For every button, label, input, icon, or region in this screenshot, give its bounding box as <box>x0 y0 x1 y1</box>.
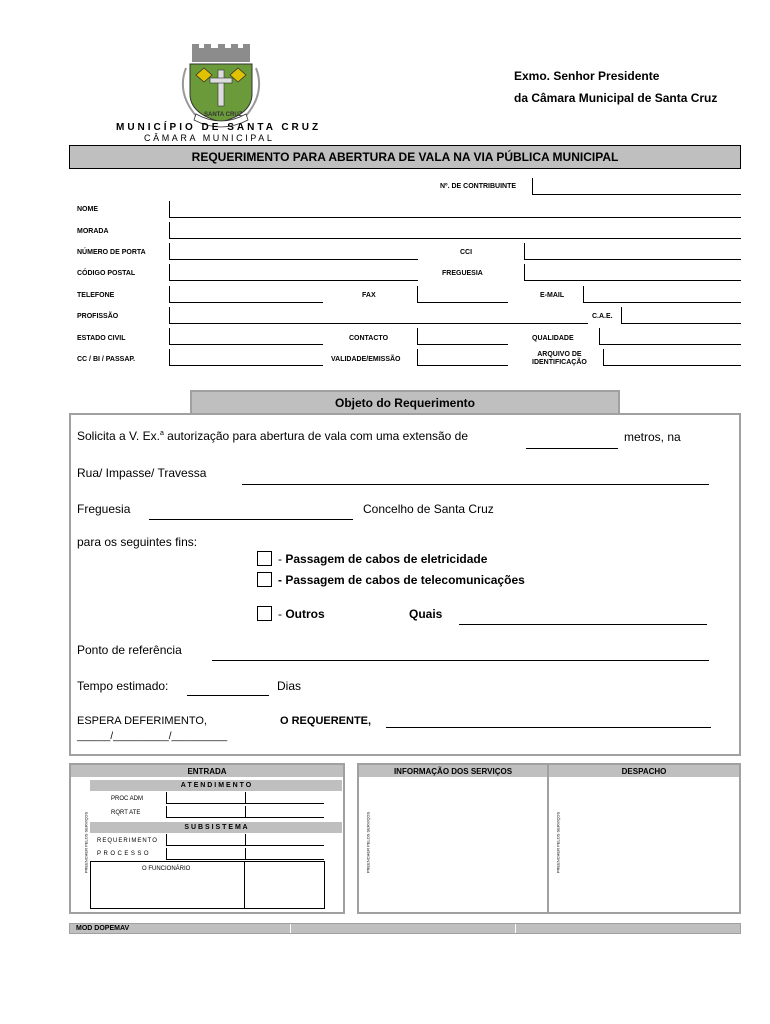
processo-label: PROCESSO <box>97 851 152 857</box>
funcionario-divider <box>244 861 245 909</box>
rqrt-ate-field-2[interactable] <box>245 806 324 818</box>
extensao-field[interactable] <box>526 448 618 449</box>
option-outros <box>278 607 325 621</box>
addressee-line-1: Exmo. Senhor Presidente <box>514 69 660 83</box>
option-telecomunicacoes-dash: - <box>278 573 286 587</box>
despacho-area[interactable] <box>565 780 739 910</box>
solicita-pre: Solicita a V. Ex. <box>77 429 160 443</box>
form-title: REQUERIMENTO PARA ABERTURA DE VALA NA VIA PÚBLICA MUNICIPAL <box>191 150 619 164</box>
rqrt-ate-field-1[interactable] <box>166 806 245 818</box>
crest-motto: SANTA CRUZ <box>204 112 243 118</box>
date-field[interactable]: ______/__________/__________ <box>77 731 228 742</box>
qualidade-field[interactable] <box>599 328 741 345</box>
informacao-despacho-divider <box>547 765 549 912</box>
option-eletricidade-dash: - <box>278 552 286 566</box>
entrada-side-label: PREENCHER PELOS SERVIÇOS <box>83 811 89 874</box>
informacao-header <box>359 765 547 777</box>
label-arquivo <box>532 351 587 367</box>
option-outros-label: Outros <box>285 607 325 621</box>
requerimento-label: REQUERIMENTO <box>97 838 158 844</box>
quais-label: Quais <box>409 607 443 621</box>
checkbox-outros[interactable] <box>257 606 272 621</box>
espera-label: ESPERA DEFERIMENTO, <box>77 715 207 727</box>
mod-divider-1 <box>290 924 291 933</box>
informacao-area[interactable] <box>375 780 545 910</box>
validade-field[interactable] <box>417 349 508 366</box>
email-field[interactable] <box>583 286 741 303</box>
dias-label: Dias <box>277 679 302 693</box>
morada-field[interactable] <box>169 222 741 239</box>
subsistema-bar <box>90 822 342 833</box>
subsistema-label: S U B S I S T E M A <box>184 824 248 831</box>
label-cci: CCI <box>460 249 473 256</box>
label-arquivo-line-2: IDENTIFICAÇÃO <box>532 359 587 366</box>
rua-field[interactable] <box>242 484 709 485</box>
label-fax: FAX <box>362 292 376 299</box>
label-freguesia: FREGUESIA <box>442 270 483 277</box>
solicita-text <box>77 429 468 443</box>
label-validade: VALIDADE/EMISSÃO <box>331 356 401 363</box>
mod-code-bar <box>69 923 741 934</box>
arquivo-field[interactable] <box>603 349 741 366</box>
option-outros-dash: - <box>278 607 286 621</box>
solicita-post: autorização para abertura de vala com uma extensão de <box>163 429 469 443</box>
label-cc-bi: CC / BI / PASSAP. <box>77 356 136 363</box>
label-numero-porta: NÚMERO DE PORTA <box>77 249 146 256</box>
checkbox-telecomunicacoes[interactable] <box>257 572 272 587</box>
freguesia-obj-field[interactable] <box>149 519 353 520</box>
informacao-side-label: PREENCHER PELOS SERVIÇOS <box>365 811 371 874</box>
rqrt-ate-label: RQRT ATE <box>111 810 141 816</box>
mod-code: MOD DOPEMAV <box>76 925 130 932</box>
municipality-name: MUNICÍPIO DE SANTA CRUZ <box>116 122 322 133</box>
rua-label: Rua/ Impasse/ Travessa <box>77 466 207 480</box>
entrada-header <box>71 765 343 777</box>
nome-field[interactable] <box>169 201 741 218</box>
telefone-field[interactable] <box>169 286 323 303</box>
contacto-field[interactable] <box>417 328 508 345</box>
processo-field-2[interactable] <box>245 848 324 860</box>
mod-divider-2 <box>515 924 516 933</box>
objeto-title: Objeto do Requerimento <box>334 396 475 410</box>
metros-text: metros, na <box>624 430 681 444</box>
despacho-header <box>549 765 739 777</box>
estado-civil-field[interactable] <box>169 328 323 345</box>
profissao-field[interactable] <box>169 307 588 324</box>
label-nome: NOME <box>77 206 98 213</box>
label-profissao: PROFISSÃO <box>77 313 119 320</box>
despacho-title: DESPACHO <box>621 766 667 776</box>
funcionario-box[interactable] <box>90 861 325 909</box>
label-contribuinte: Nº. DE CONTRIBUINTE <box>440 183 517 190</box>
requerente-label: O REQUERENTE, <box>280 715 372 727</box>
option-telecomunicacoes <box>278 573 525 587</box>
label-cae: C.A.E. <box>592 313 613 320</box>
proc-adm-label: PROC ADM <box>111 796 144 802</box>
fins-label: para os seguintes fins: <box>77 535 198 549</box>
proc-adm-field-2[interactable] <box>245 792 324 804</box>
contribuinte-field[interactable] <box>532 178 741 195</box>
codigo-postal-field[interactable] <box>169 264 418 281</box>
quais-field[interactable] <box>459 624 707 625</box>
option-eletricidade <box>278 552 487 566</box>
objeto-title-bar <box>190 390 620 414</box>
tempo-label: Tempo estimado: <box>77 679 169 693</box>
cae-field[interactable] <box>621 307 741 324</box>
label-email: E-MAIL <box>540 292 565 299</box>
requerimento-field-1[interactable] <box>166 834 245 846</box>
solicita-sup: a <box>159 430 164 437</box>
entrada-title: ENTRADA <box>187 766 227 776</box>
ponto-label: Ponto de referência <box>77 643 182 657</box>
label-morada: MORADA <box>77 228 109 235</box>
freguesia-field[interactable] <box>524 264 741 281</box>
label-codigo-postal: CÓDIGO POSTAL <box>77 270 136 277</box>
informacao-title: INFORMAÇÃO DOS SERVIÇOS <box>393 766 513 776</box>
option-telecomunicacoes-label: Passagem de cabos de telecomunicações <box>285 573 525 587</box>
label-arquivo-line-1: ARQUIVO DE <box>537 351 582 358</box>
atendimento-label: A T E N D I M E N T O <box>180 782 252 789</box>
ponto-field[interactable] <box>212 660 709 661</box>
tempo-field[interactable] <box>187 695 269 696</box>
cci-field[interactable] <box>524 243 741 260</box>
label-telefone: TELEFONE <box>77 292 115 299</box>
numero-porta-field[interactable] <box>169 243 418 260</box>
form-title-bar <box>69 145 741 169</box>
addressee-line-2: da Câmara Municipal de Santa Cruz <box>514 91 718 105</box>
fax-field[interactable] <box>417 286 508 303</box>
label-qualidade: QUALIDADE <box>532 335 574 342</box>
proc-adm-field-1[interactable] <box>166 792 245 804</box>
requerimento-field-2[interactable] <box>245 834 324 846</box>
label-contacto: CONTACTO <box>349 335 389 342</box>
requerente-signature-field[interactable] <box>386 727 711 728</box>
atendimento-bar <box>90 780 342 791</box>
freguesia-obj-label: Freguesia <box>77 502 131 516</box>
option-eletricidade-label: Passagem de cabos de eletricidade <box>285 552 488 566</box>
cc-bi-field[interactable] <box>169 349 323 366</box>
funcionario-label: O FUNCIONÁRIO <box>142 866 191 872</box>
processo-field-1[interactable] <box>166 848 245 860</box>
checkbox-eletricidade[interactable] <box>257 551 272 566</box>
label-estado-civil: ESTADO CIVIL <box>77 335 126 342</box>
concelho-text: Concelho de Santa Cruz <box>363 502 494 516</box>
despacho-side-label: PREENCHER PELOS SERVIÇOS <box>555 811 561 874</box>
chamber-name: CÂMARA MUNICIPAL <box>144 133 275 143</box>
